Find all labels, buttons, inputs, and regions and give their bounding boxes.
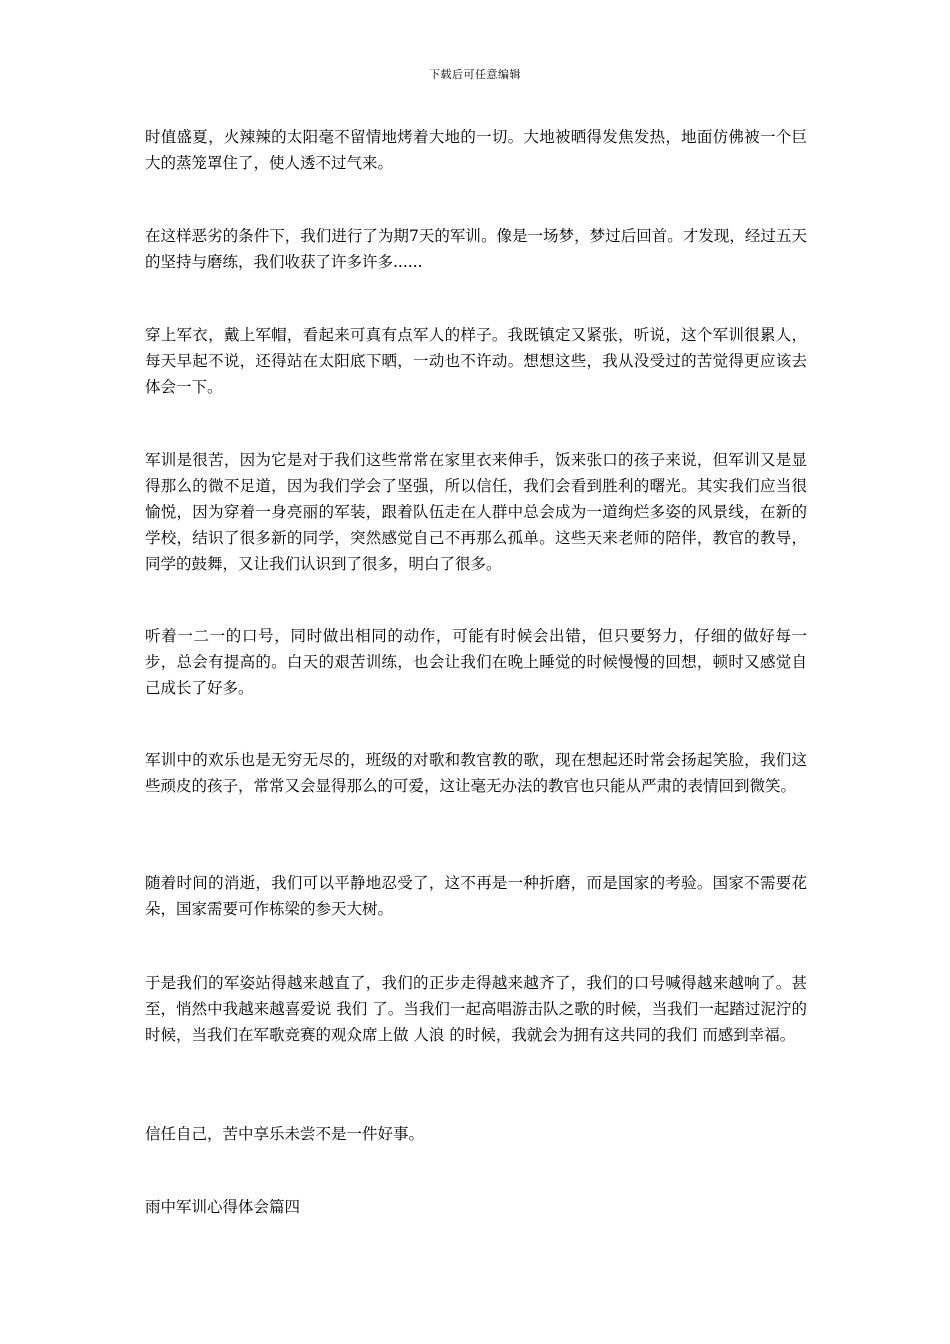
section-heading: 雨中军训心得体会篇四: [145, 1198, 301, 1216]
paragraph-6: 军训中的欢乐也是无穷无尽的，班级的对歌和教官教的歌，现在想起还时常会扬起笑脸，我们这些顽皮的孩子，常常又会显得那么的可爱，这让毫无办法的教官也只能从严肃的表情回到微笑。: [145, 751, 807, 795]
paragraph-5: 听着一二一的口号，同时做出相同的动作，可能有时候会出错，但只要努力，仔细的做好每一步，总会有提高的。白天的艰苦训练，也会让我们在晚上睡觉的时候慢慢的回想，顿时又感觉自己成长了好多。: [145, 627, 807, 697]
page-header: 下载后可任意编辑: [429, 68, 521, 81]
paragraph-8: 于是我们的军姿站得越来越直了，我们的正步走得越来越齐了，我们的口号喊得越来越响了。甚至，悄然中我越来越喜爱说 我们 了。当我们一起高唱游击队之歌的时候，当我们一起踏过泥泞的时候，当我们在军歌竞赛的观众席上做 人浪 的时候，我就会为拥有这共同的我们 而感到幸福。: [145, 974, 807, 1044]
paragraph-2: 在这样恶劣的条件下，我们进行了为期7天的军训。像是一场梦，梦过后回首。才发现，经过五天的坚持与磨练，我们收获了许多许多......: [145, 227, 807, 271]
paragraph-7: 随着时间的消逝，我们可以平静地忍受了，这不再是一种折磨，而是国家的考验。国家不需要花朵，国家需要可作栋梁的参天大树。: [145, 874, 807, 918]
paragraph-3: 穿上军衣，戴上军帽，看起来可真有点军人的样子。我既镇定又紧张，听说，这个军训很累人，每天早起不说，还得站在太阳底下晒，一动也不许动。想想这些，我从没受过的苦觉得更应该去体会一下。: [145, 326, 807, 396]
paragraph-9: 信任自己，苦中享乐未尝不是一件好事。: [145, 1125, 425, 1143]
paragraph-1: 时值盛夏，火辣辣的太阳毫不留情地烤着大地的一切。大地被晒得发焦发热，地面仿佛被一个巨大的蒸笼罩住了，使人透不过气来。: [145, 128, 807, 172]
paragraph-4: 军训是很苦，因为它是对于我们这些常常在家里衣来伸手，饭来张口的孩子来说，但军训又是显得那么的微不足道，因为我们学会了坚强，所以信任，我们会看到胜利的曙光。其实我们应当很愉悦，因为穿着一身亮丽的军装，跟着队伍走在人群中总会成为一道绚烂多姿的风景线，在新的学校，结识了很多新的同学，突然感觉自己不再那么孤单。这些天来老师的陪伴，教官的教导，同学的鼓舞，又让我们认识到了很多，明白了很多。: [145, 451, 807, 573]
